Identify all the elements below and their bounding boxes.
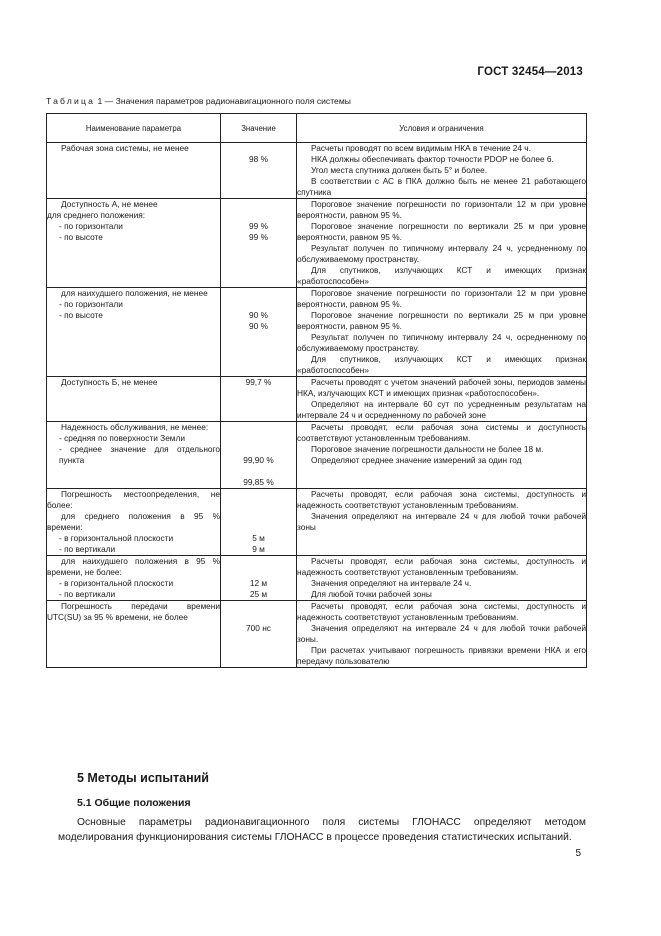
parameter-cell <box>47 601 221 668</box>
condition-line: Значения определяют на интервале 24 ч для любой точки рабочей зоны. <box>297 623 586 644</box>
value-cell <box>221 288 297 377</box>
table-row <box>47 199 587 288</box>
value-text: 99,85 % <box>243 477 274 487</box>
value-cell <box>221 489 297 556</box>
value-cell <box>221 422 297 489</box>
value-text: 90 % <box>249 321 268 331</box>
condition-line: Расчеты проводят, если рабочая зона системы, доступность и надежность соответствуют установленным требованиям. <box>297 601 586 622</box>
page-number: 5 <box>575 848 581 859</box>
condition-line: Для любой точки рабочей зоны <box>311 589 432 599</box>
value-text: 99 % <box>249 232 268 242</box>
column-header-conditions: Условия и ограничения <box>297 114 587 143</box>
table-row <box>47 489 587 556</box>
parameter-line: - по горизонтали <box>59 221 123 231</box>
value-text: 90 % <box>249 310 268 320</box>
parameter-line: - по вертикали <box>59 544 116 554</box>
value-spacer <box>221 143 296 154</box>
parameter-line: Погрешность передачи времени UTC(SU) за 95 % времени, не более <box>47 601 220 622</box>
value-text: 99,7 % <box>245 377 272 387</box>
condition-line: Расчеты проводят с учетом значений рабочей зоны, периодов замены НКА, излучающих КСТ и имеющих признак «работоспособен». <box>297 377 586 398</box>
parameter-cell <box>47 288 221 377</box>
condition-line: Расчеты проводят, если рабочая зона системы и доступность соответствуют установленным требованиям. <box>297 422 586 443</box>
parameter-cell <box>47 199 221 288</box>
parameters-table <box>46 113 587 668</box>
value-cell <box>221 377 297 422</box>
condition-line: Для спутников, излучающих КСТ и имеющих признак «работоспособен» <box>297 354 586 375</box>
value-text: 99 % <box>249 221 268 231</box>
value-spacer <box>221 522 296 533</box>
value-cell <box>221 601 297 668</box>
condition-line: Значения определяют на интервале 24 ч. <box>311 578 472 588</box>
condition-line: Угол места спутника должен быть 5° и более. <box>311 165 487 175</box>
parameter-cell <box>47 422 221 489</box>
parameter-line: - по горизонтали <box>59 299 123 309</box>
conditions-cell <box>297 143 587 199</box>
condition-line: Определяют на интервале 60 сут по усредненным результатам на интервале 24 ч и осредненному по рабочей зоне <box>297 399 586 420</box>
value-spacer <box>221 601 296 612</box>
value-spacer <box>221 489 296 500</box>
table-row <box>47 422 587 489</box>
column-header-value: Значение <box>221 114 297 143</box>
parameter-cell <box>47 489 221 556</box>
condition-line: При расчетах учитывают погрешность привязки времени НКА и его передачу пользователю <box>297 645 586 666</box>
condition-line: Расчеты проводят по всем видимым НКА в течение 24 ч. <box>311 143 531 153</box>
value-text: 99,90 % <box>243 455 274 465</box>
condition-line: Расчеты проводят, если рабочая зона системы, доступность и надежность соответствуют установленным требованиям. <box>297 556 586 577</box>
value-spacer <box>221 422 296 433</box>
value-cell <box>221 556 297 601</box>
value-cell <box>221 143 297 199</box>
column-header-parameter: Наименование параметра <box>47 114 221 143</box>
condition-line: Пороговое значение погрешности по вертикали 25 м при уровне вероятности, равном 95 %. <box>297 310 586 331</box>
condition-line: НКА должны обеспечивать фактор точности PDOP не более 6. <box>311 154 554 164</box>
condition-line: Результат получен по типичному интервалу 24 ч, усредненному по обслуживаемому пространству. <box>297 243 586 264</box>
parameter-line: - по высоте <box>59 310 103 320</box>
value-text: 5 м <box>252 533 265 543</box>
table-caption-prefix: Таблица <box>46 96 96 106</box>
table-row <box>47 556 587 601</box>
value-spacer <box>221 556 296 567</box>
conditions-cell <box>297 422 587 489</box>
condition-line: Для спутников, излучающих КСТ и имеющих признак «работоспособен» <box>297 265 586 286</box>
value-spacer <box>221 288 296 299</box>
value-text: 98 % <box>249 154 268 164</box>
parameter-line: - по высоте <box>59 232 103 242</box>
table-row <box>47 601 587 668</box>
conditions-cell <box>297 556 587 601</box>
table-header-row <box>47 114 587 143</box>
condition-line: Пороговое значение погрешности дальности не более 18 м. <box>311 444 544 454</box>
parameter-line: - в горизонтальной плоскости <box>59 578 174 588</box>
condition-line: Результат получен по типичному интервалу 24 ч, осредненному по обслуживаемому пространству. <box>297 332 586 353</box>
table-row <box>47 143 587 199</box>
value-spacer <box>221 199 296 210</box>
conditions-cell <box>297 601 587 668</box>
value-spacer <box>221 210 296 221</box>
value-text: 12 м <box>249 578 268 588</box>
condition-line: Пороговое значение погрешности по вертикали 25 м при уровне вероятности, равном 95 %. <box>297 221 586 242</box>
parameter-line: Доступность Б, не менее <box>61 377 158 387</box>
condition-line: Пороговое значение погрешности по горизонтали 12 м при уровне вероятности, равном 95 %. <box>297 288 586 309</box>
table-row <box>47 377 587 422</box>
parameter-line: Погрешность местоопределения, не более: <box>47 489 220 510</box>
body-text <box>58 815 586 845</box>
parameter-line: для наихудшего положения в 95 % времени, не более: <box>47 556 220 577</box>
subsection-heading: 5.1 Общие положения <box>77 797 191 809</box>
parameter-line: Надежность обслуживания, не менее: <box>61 422 209 432</box>
condition-line: Значения определяют на интервале 24 ч для любой точки рабочей зоны <box>297 511 586 532</box>
value-text: 700 нс <box>246 623 271 633</box>
parameter-line: для среднего положения: <box>47 210 146 220</box>
parameter-line: - среднее значение для отдельного пункта <box>59 444 220 465</box>
table-row <box>47 288 587 377</box>
conditions-cell <box>297 489 587 556</box>
value-text: 25 м <box>249 589 268 599</box>
value-spacer <box>221 612 296 623</box>
parameter-line: - средняя по поверхности Земли <box>59 433 185 443</box>
parameter-line: Доступность А, не менее <box>61 199 158 209</box>
parameter-line: Рабочая зона системы, не менее <box>61 143 189 153</box>
value-spacer <box>221 299 296 310</box>
value-spacer <box>221 500 296 511</box>
standard-number: ГОСТ 32454—2013 <box>477 66 583 78</box>
section-heading: 5 Методы испытаний <box>77 771 209 785</box>
parameter-line: для наихудшего положения, не менее <box>61 288 208 298</box>
table-caption <box>46 96 351 106</box>
body-paragraph: Основные параметры радионавигационного поля системы ГЛОНАСС определяют методом моделирования функционирования системы ГЛОНАСС в процессе проведения статистических испытаний. <box>58 817 586 843</box>
parameter-line: - в горизонтальной плоскости <box>59 533 174 543</box>
condition-line: Пороговое значение погрешности по горизонтали 12 м при уровне вероятности, равном 95 %. <box>297 199 586 220</box>
parameter-cell <box>47 377 221 422</box>
value-text: 9 м <box>252 544 265 554</box>
value-spacer <box>221 444 296 455</box>
value-spacer <box>221 567 296 578</box>
table-body <box>47 143 587 668</box>
value-spacer <box>221 466 296 477</box>
parameter-line: - по вертикали <box>59 589 116 599</box>
value-cell <box>221 199 297 288</box>
condition-line: Расчеты проводят, если рабочая зона системы, доступность и надежность соответствуют установленным требованиям. <box>297 489 586 510</box>
parameter-cell <box>47 143 221 199</box>
table-caption-text: 1 — Значения параметров радионавигационного поля системы <box>95 96 351 106</box>
parameter-line: для среднего положения в 95 % времени: <box>47 511 220 532</box>
parameter-cell <box>47 556 221 601</box>
value-spacer <box>221 511 296 522</box>
value-spacer <box>221 433 296 444</box>
conditions-cell <box>297 199 587 288</box>
condition-line: В соответствии с АС в ПКА должно быть не менее 21 работающего спутника <box>297 176 586 197</box>
conditions-cell <box>297 377 587 422</box>
condition-line: Определяют среднее значение измерений за один год <box>311 455 522 465</box>
conditions-cell <box>297 288 587 377</box>
